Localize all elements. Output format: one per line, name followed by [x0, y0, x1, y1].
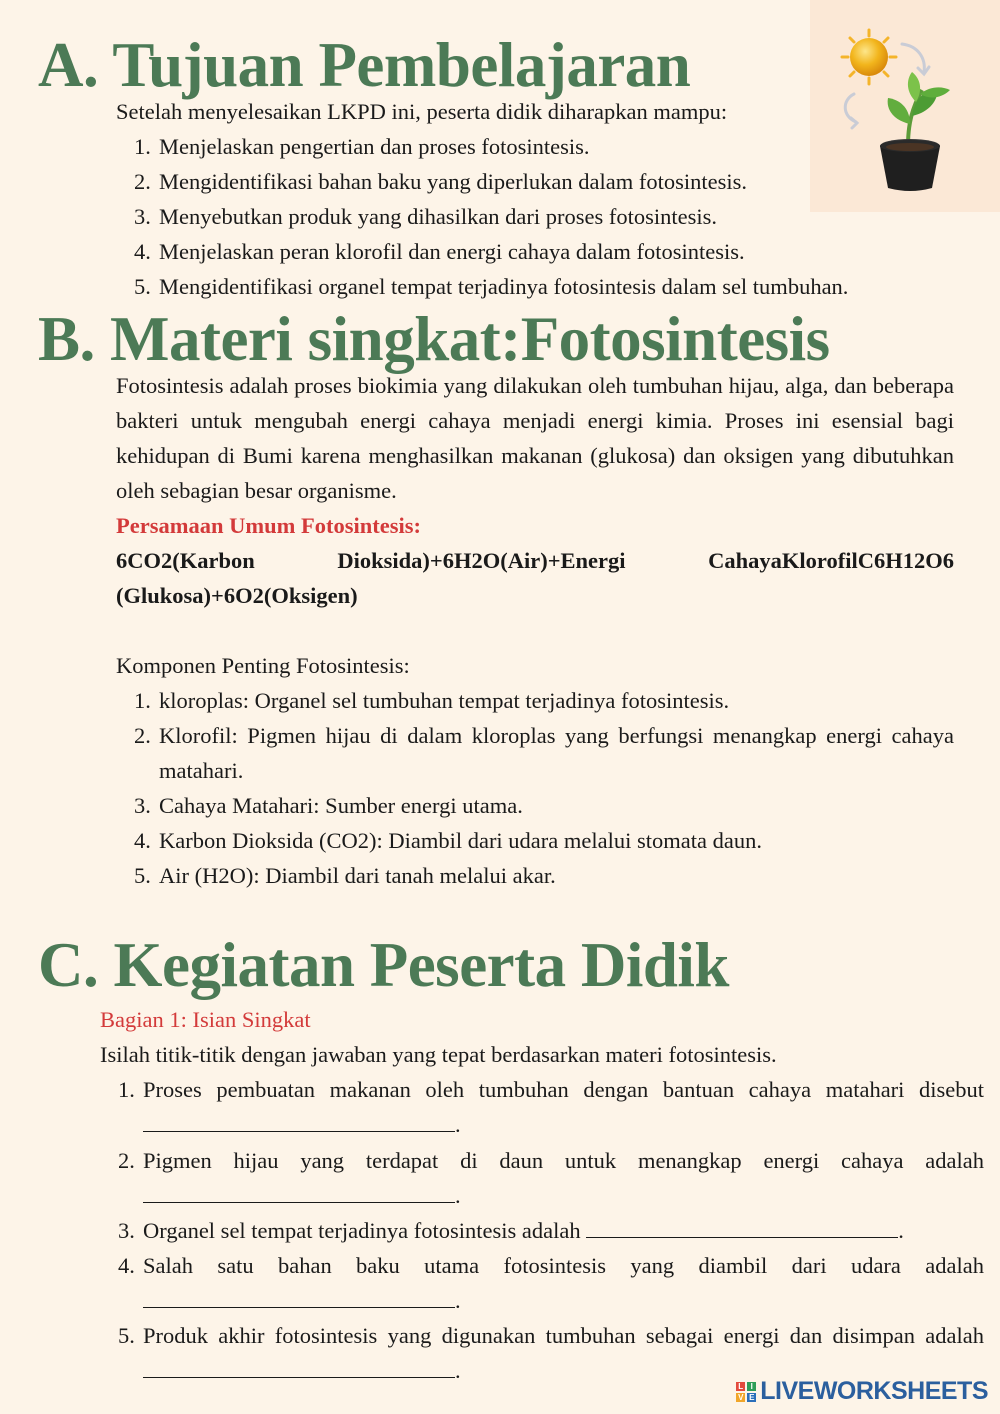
- photosynthesis-equation: 6CO2(Karbon Dioksida)+6H2O(Air)+Energi CahayaKlorofilC6H12O6 (Glukosa)+6O2(Oksigen): [116, 548, 954, 608]
- logo-mark-icon: L I V E: [738, 1381, 755, 1402]
- list-item: 1. Menjelaskan pengertian dan proses fotosintesis.: [134, 134, 590, 159]
- sun-icon: [842, 30, 896, 84]
- answer-blank-1[interactable]: [143, 1109, 455, 1132]
- list-item: 4. Karbon Dioksida (CO2): Diambil dari udara melalui stomata daun.: [134, 828, 762, 853]
- section-a-title: A. Tujuan Pembelajaran: [38, 30, 691, 100]
- list-item: 1. kloroplas: Organel sel tumbuhan tempat terjadinya fotosintesis.: [134, 688, 730, 713]
- section-b-content: [116, 368, 954, 893]
- objectives-list: [116, 129, 986, 304]
- equation-heading: Persamaan Umum Fotosintesis:: [116, 513, 421, 538]
- liveworksheets-logo[interactable]: [736, 1377, 988, 1406]
- section-c-content: [100, 1002, 984, 1388]
- answer-blank-2[interactable]: [143, 1180, 455, 1203]
- list-item: 2. Mengidentifikasi bahan baku yang diperlukan dalam fotosintesis.: [134, 169, 747, 194]
- question-item: 3. Organel sel tempat terjadinya fotosintesis adalah .: [100, 1213, 984, 1248]
- section-c-title: C. Kegiatan Peserta Didik: [38, 930, 729, 1000]
- section-b-title: B. Materi singkat:Fotosintesis: [38, 304, 830, 374]
- components-heading: Komponen Penting Fotosintesis:: [116, 653, 410, 678]
- spacer: [116, 613, 954, 648]
- questions-list: [100, 1072, 984, 1388]
- question-item: 2. Pigmen hijau yang terdapat di daun untuk menangkap energi cahaya adalah .: [118, 1148, 984, 1208]
- list-item: 3. Cahaya Matahari: Sumber energi utama.: [134, 793, 523, 818]
- answer-blank-3[interactable]: [586, 1215, 898, 1238]
- question-item: 4. Salah satu bahan baku utama fotosintesis yang diambil dari udara adalah .: [118, 1253, 984, 1313]
- logo-text: LIVEWORKSHEETS: [760, 1377, 988, 1405]
- answer-blank-5[interactable]: [143, 1355, 455, 1378]
- list-item: 5. Mengidentifikasi organel tempat terjadinya fotosintesis dalam sel tumbuhan.: [134, 274, 849, 299]
- answer-blank-4[interactable]: [143, 1285, 455, 1308]
- section-b-paragraph: Fotosintesis adalah proses biokimia yang dilakukan oleh tumbuhan hijau, alga, dan beberapa bakteri untuk mengubah energi cahaya menjadi energi kimia. Proses ini esensial bagi kehidupan di Bumi karena menghasilkan makanan (glukosa) dan oksigen yang dibutuhkan oleh sebagian besar organisme.: [116, 373, 954, 503]
- instruction-text: Isilah titik-titik dengan jawaban yang tepat berdasarkan materi fotosintesis.: [100, 1042, 777, 1067]
- list-item: 3. Menyebutkan produk yang dihasilkan dari proses fotosintesis.: [134, 204, 718, 229]
- list-item: 2. Klorofil: Pigmen hijau di dalam kloroplas yang berfungsi menangkap energi cahaya matahari.: [134, 723, 954, 783]
- components-list: [116, 683, 954, 893]
- question-item: 5. Produk akhir fotosintesis yang digunakan tumbuhan sebagai energi dan disimpan adalah .: [118, 1323, 984, 1383]
- question-item: 1. Proses pembuatan makanan oleh tumbuhan dengan bantuan cahaya matahari disebut .: [118, 1077, 984, 1137]
- section-a-intro: Setelah menyelesaikan LKPD ini, peserta didik diharapkan mampu:: [116, 99, 728, 124]
- list-item: 5. Air (H2O): Diambil dari tanah melalui akar.: [134, 863, 556, 888]
- part-label: Bagian 1: Isian Singkat: [100, 1007, 311, 1032]
- list-item: 4. Menjelaskan peran klorofil dan energi cahaya dalam fotosintesis.: [134, 239, 745, 264]
- section-a-content: [116, 94, 856, 304]
